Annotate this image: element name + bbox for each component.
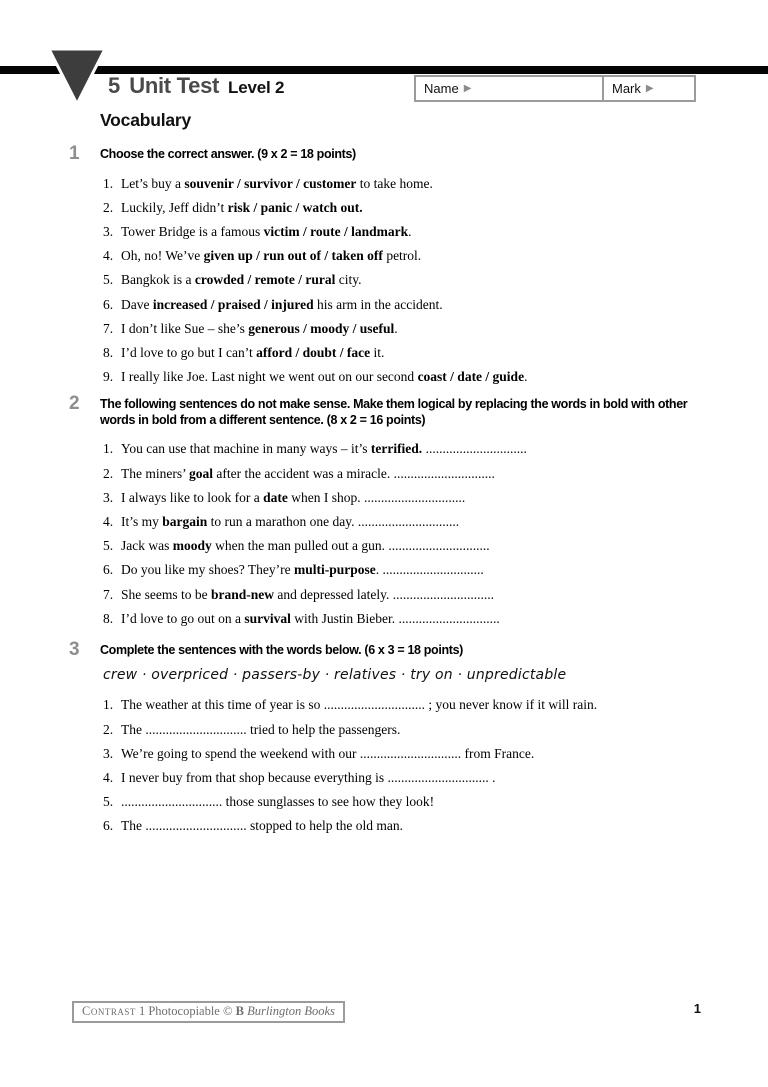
item-text: I don’t like Sue – she’s generous / moody / useful. [121,320,398,336]
item-text: The .............................. tried to help the passengers. [121,721,401,737]
item-text: She seems to be brand-new and depressed lately. .............................. [121,586,494,602]
exercise-item [103,510,722,534]
exercise-item [103,718,722,742]
exercise-item [103,268,722,292]
item-text: The miners’ goal after the accident was a miracle. .............................. [121,465,495,481]
exercise-2-items [100,437,722,631]
item-text: .............................. those sunglasses to see how they look! [121,794,435,810]
exercise-item [103,583,722,607]
item-number: 8. [103,610,114,626]
publisher-name: Burlington Books [247,1004,335,1018]
item-number: 8. [103,344,114,360]
exercise-item [103,607,722,631]
exercise-item [103,317,722,341]
exercise-1-header [69,143,722,164]
exercise-item [103,693,722,717]
corner-triangle-icon [46,47,108,112]
exercise-item [103,172,722,196]
exercise-item [103,341,722,365]
exercise-item [103,196,722,220]
item-text: We’re going to spend the weekend with our .............................. from France. [121,745,535,761]
item-number: 9. [103,369,114,385]
name-mark-box [414,75,696,102]
item-number: 5. [103,794,114,810]
exercise-item [103,558,722,582]
exercise-item [103,293,722,317]
item-text: Let’s buy a souvenir / survivor / customer to take home. [121,175,433,191]
exercise-3-header [69,638,722,660]
item-number: 2. [103,465,114,481]
exercise-1-number: 1 [69,143,80,164]
exercise-2 [69,393,722,631]
item-text: I never buy from that shop because everything is .............................. . [121,770,496,786]
item-number: 3. [103,489,114,505]
exercise-2-instruction: The following sentences do not make sense. Make them logical by replacing the words in bold with other words in bold from a different sentence. (8 x 2 = 16 points) [100,397,688,427]
page-number: 1 [693,1001,701,1016]
item-number: 5. [103,538,114,554]
exercise-item [103,244,722,268]
item-number: 4. [103,248,114,264]
item-number: 6. [103,562,114,578]
unit-title [108,73,284,99]
item-text: I’d love to go out on a survival with Justin Bieber. .............................. [121,610,500,626]
imprint-series: Contrast [82,1004,136,1018]
imprint-box [72,1001,345,1023]
item-number: 7. [103,320,114,336]
exercise-item [103,462,722,486]
item-number: 5. [103,272,114,288]
item-number: 2. [103,199,114,215]
mark-label: Mark [612,81,641,96]
imprint-volume: 1 [138,1004,146,1018]
exercise-item [103,766,722,790]
item-text: The .............................. stopped to help the old man. [121,818,403,834]
exercise-2-number: 2 [69,393,80,415]
exercise-3-number: 3 [69,638,80,660]
item-text: I’d love to go but I can’t afford / doubt / face it. [121,344,385,360]
imprint-type: Photocopiable [148,1004,220,1018]
item-number: 1. [103,441,114,457]
unit-level: Level 2 [228,78,285,97]
word-bank: crew · overpriced · passers-by · relatives · try on · unpredictable [103,667,567,684]
unit-number: 5 [108,73,121,98]
item-number: 1. [103,697,114,713]
item-number: 3. [103,745,114,761]
name-label: Name [424,81,459,96]
item-number: 3. [103,223,114,239]
item-text: Do you like my shoes? They’re multi-purpose. .............................. [121,562,484,578]
item-number: 2. [103,721,114,737]
exercise-item [103,365,722,389]
mark-field [604,77,694,100]
item-number: 4. [103,513,114,529]
exercise-item [103,486,722,510]
unit-title-text: Unit Test [129,73,220,98]
item-text: The weather at this time of year is so .............................. ; you never know if it will rain. [121,697,598,713]
item-text: Dave increased / praised / injured his arm in the accident. [121,296,443,312]
content-area [69,110,722,839]
exercise-item [103,814,722,838]
item-text: It’s my bargain to run a marathon one day. .............................. [121,513,460,529]
item-text: Jack was moody when the man pulled out a gun. .............................. [121,538,490,554]
exercise-item [103,534,722,558]
item-number: 1. [103,175,114,191]
item-number: 7. [103,586,114,602]
publisher-logo-icon: B [235,1004,244,1018]
exercise-1-instruction: Choose the correct answer. (9 x 2 = 18 points) [100,147,356,161]
item-number: 4. [103,770,114,786]
copyright-symbol: © [222,1004,233,1018]
exercise-item [103,220,722,244]
exercise-1 [69,143,722,389]
page-heading: Vocabulary [100,110,192,130]
name-field [416,77,604,100]
item-text: Tower Bridge is a famous victim / route / landmark. [121,223,412,239]
item-text: Luckily, Jeff didn’t risk / panic / watch out. [121,199,363,215]
exercise-3-instruction: Complete the sentences with the words below. (6 x 3 = 18 points) [100,642,463,657]
item-number: 6. [103,818,114,834]
name-arrow-icon: ▶ [463,82,472,94]
exercise-2-header [69,393,722,428]
item-text: You can use that machine in many ways – it’s terrified. .............................. [121,441,527,457]
exercise-1-items [100,172,722,390]
item-text: Bangkok is a crowded / remote / rural city. [121,272,362,288]
exercise-item [103,742,722,766]
exercise-3-items [100,693,722,838]
item-text: I always like to look for a date when I shop. .............................. [121,489,466,505]
exercise-item [103,790,722,814]
item-text: I really like Joe. Last night we went out on our second coast / date / guide. [121,369,528,385]
exercise-item [103,437,722,461]
item-text: Oh, no! We’ve given up / run out of / taken off petrol. [121,248,422,264]
mark-arrow-icon: ▶ [645,82,654,94]
exercise-3 [69,638,722,839]
item-number: 6. [103,296,114,312]
